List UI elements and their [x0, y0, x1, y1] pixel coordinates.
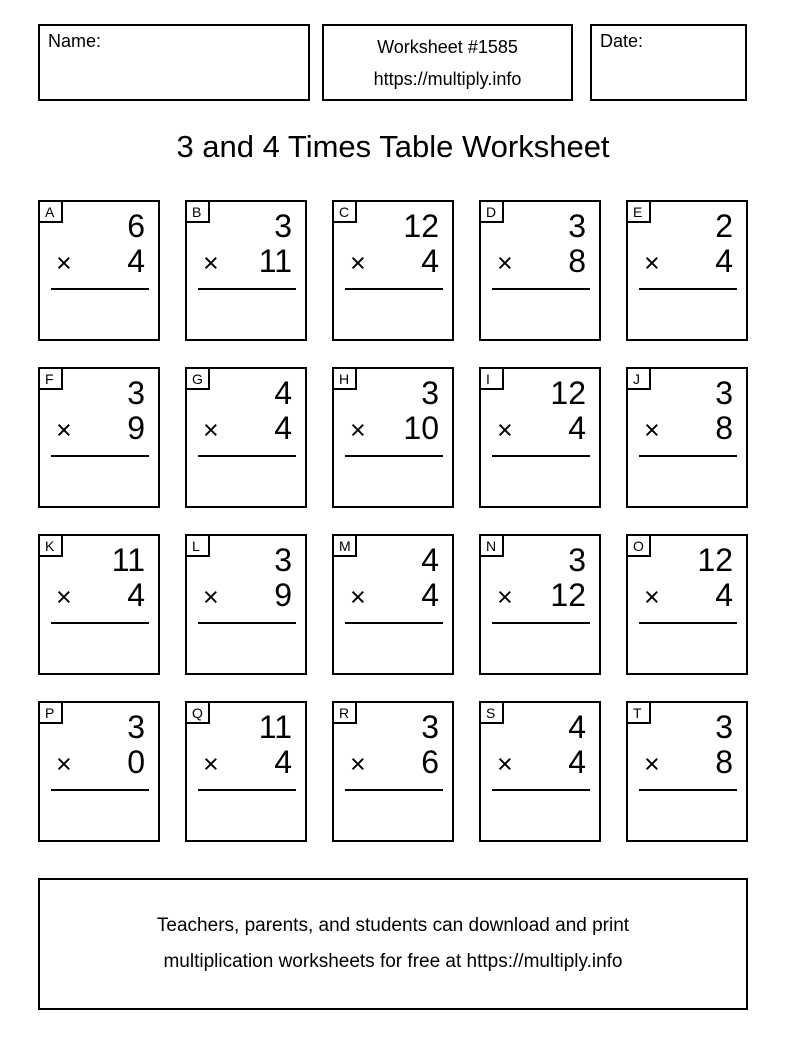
answer-line: [198, 789, 296, 791]
problem-cell: [626, 534, 748, 675]
multiplier: 4: [568, 744, 586, 780]
answer-line: [639, 455, 737, 457]
multiply-sign-icon: ×: [644, 415, 660, 445]
answer-line: [492, 455, 590, 457]
worksheet-number: Worksheet #1585: [377, 36, 518, 57]
multiply-sign-icon: ×: [644, 248, 660, 278]
multiplicand: 11: [111, 542, 145, 578]
multiplicand: 3: [274, 542, 292, 578]
multiply-sign-icon: ×: [497, 248, 513, 278]
multiplier: 9: [127, 410, 145, 446]
problem-cell: [38, 200, 160, 341]
problem-cell: [38, 534, 160, 675]
multiply-sign-icon: ×: [350, 749, 366, 779]
problem-letter: Q: [185, 701, 210, 724]
multiply-sign-icon: ×: [497, 749, 513, 779]
multiplicand: 3: [715, 709, 733, 745]
problem-letter: C: [332, 200, 357, 223]
multiply-sign-icon: ×: [203, 248, 219, 278]
multiply-sign-icon: ×: [56, 749, 72, 779]
problem-cell: [626, 200, 748, 341]
problem-cell: [479, 534, 601, 675]
multiplier: 4: [127, 243, 145, 279]
problem-letter: B: [185, 200, 210, 223]
multiply-sign-icon: ×: [497, 415, 513, 445]
problem-letter: F: [38, 367, 63, 390]
multiplicand: 3: [127, 709, 145, 745]
answer-line: [198, 455, 296, 457]
footer-note-box: [38, 878, 748, 1010]
multiply-sign-icon: ×: [56, 415, 72, 445]
problem-cell: [479, 367, 601, 508]
multiplier: 4: [274, 410, 292, 446]
answer-line: [51, 455, 149, 457]
problem-letter: H: [332, 367, 357, 390]
multiplier: 4: [715, 577, 733, 613]
multiply-sign-icon: ×: [56, 582, 72, 612]
page-title: 3 and 4 Times Table Worksheet: [176, 129, 610, 164]
problems-grid: [38, 200, 748, 842]
multiply-sign-icon: ×: [203, 415, 219, 445]
multiplier: 8: [568, 243, 586, 279]
problem-letter: I: [479, 367, 504, 390]
multiply-sign-icon: ×: [644, 749, 660, 779]
multiplier: 8: [715, 410, 733, 446]
problem-cell: [626, 367, 748, 508]
multiplicand: 4: [274, 375, 292, 411]
answer-line: [492, 789, 590, 791]
problem-cell: [479, 200, 601, 341]
answer-line: [51, 622, 149, 624]
problem-letter: D: [479, 200, 504, 223]
footer-line-1: Teachers, parents, and students can download and print: [156, 915, 630, 936]
multiplicand: 12: [403, 208, 439, 244]
multiplicand: 12: [697, 542, 733, 578]
worksheet-url: https://multiply.info: [373, 68, 522, 89]
multiplicand: 11: [258, 709, 292, 745]
name-label: Name:: [48, 31, 102, 51]
multiplicand: 12: [550, 375, 586, 411]
multiplier: 4: [421, 243, 439, 279]
problem-letter: S: [479, 701, 504, 724]
multiplier: 9: [274, 577, 292, 613]
answer-line: [198, 288, 296, 290]
multiply-sign-icon: ×: [350, 582, 366, 612]
problem-letter: N: [479, 534, 504, 557]
problem-cell: [185, 701, 307, 842]
answer-line: [639, 789, 737, 791]
problem-cell: [332, 534, 454, 675]
date-label: Date:: [600, 31, 644, 51]
multiplicand: 3: [715, 375, 733, 411]
multiply-sign-icon: ×: [203, 582, 219, 612]
problem-cell: [479, 701, 601, 842]
answer-line: [345, 455, 443, 457]
multiplicand: 3: [421, 375, 439, 411]
answer-line: [639, 622, 737, 624]
multiply-sign-icon: ×: [497, 582, 513, 612]
date-field-box: [590, 24, 747, 101]
answer-line: [639, 288, 737, 290]
problem-cell: [185, 367, 307, 508]
multiplier: 6: [421, 744, 439, 780]
problem-letter: L: [185, 534, 210, 557]
multiplier: 4: [274, 744, 292, 780]
answer-line: [492, 622, 590, 624]
multiply-sign-icon: ×: [350, 248, 366, 278]
multiplier: 12: [550, 577, 586, 613]
multiplier: 11: [258, 243, 292, 279]
answer-line: [51, 288, 149, 290]
problem-letter: P: [38, 701, 63, 724]
answer-line: [345, 789, 443, 791]
problem-cell: [332, 200, 454, 341]
multiplicand: 6: [127, 208, 145, 244]
answer-line: [198, 622, 296, 624]
problem-cell: [38, 367, 160, 508]
problem-cell: [185, 200, 307, 341]
problem-letter: K: [38, 534, 63, 557]
multiplier: 4: [421, 577, 439, 613]
answer-line: [51, 789, 149, 791]
multiplicand: 3: [421, 709, 439, 745]
problem-cell: [38, 701, 160, 842]
answer-line: [345, 622, 443, 624]
problem-letter: G: [185, 367, 210, 390]
answer-line: [345, 288, 443, 290]
problem-cell: [626, 701, 748, 842]
multiplier: 4: [715, 243, 733, 279]
problem-letter: O: [626, 534, 651, 557]
multiplier: 0: [127, 744, 145, 780]
multiply-sign-icon: ×: [56, 248, 72, 278]
problem-cell: [185, 534, 307, 675]
multiplicand: 4: [421, 542, 439, 578]
name-field-box: [38, 24, 310, 101]
multiplicand: 3: [568, 208, 586, 244]
problem-cell: [332, 367, 454, 508]
multiplicand: 4: [568, 709, 586, 745]
multiplier: 4: [127, 577, 145, 613]
multiply-sign-icon: ×: [644, 582, 660, 612]
worksheet-info-box: [322, 24, 573, 101]
multiplier: 10: [403, 410, 439, 446]
multiplicand: 3: [274, 208, 292, 244]
multiply-sign-icon: ×: [350, 415, 366, 445]
multiplicand: 2: [715, 208, 733, 244]
problem-letter: E: [626, 200, 651, 223]
problem-cell: [332, 701, 454, 842]
answer-line: [492, 288, 590, 290]
multiplier: 4: [568, 410, 586, 446]
footer-line-2: multiplication worksheets for free at https://multiply.info: [163, 951, 623, 972]
multiply-sign-icon: ×: [203, 749, 219, 779]
problem-letter: T: [626, 701, 651, 724]
problem-letter: R: [332, 701, 357, 724]
problem-letter: A: [38, 200, 63, 223]
multiplier: 8: [715, 744, 733, 780]
multiplicand: 3: [127, 375, 145, 411]
multiplicand: 3: [568, 542, 586, 578]
problem-letter: M: [332, 534, 357, 557]
problem-letter: J: [626, 367, 651, 390]
